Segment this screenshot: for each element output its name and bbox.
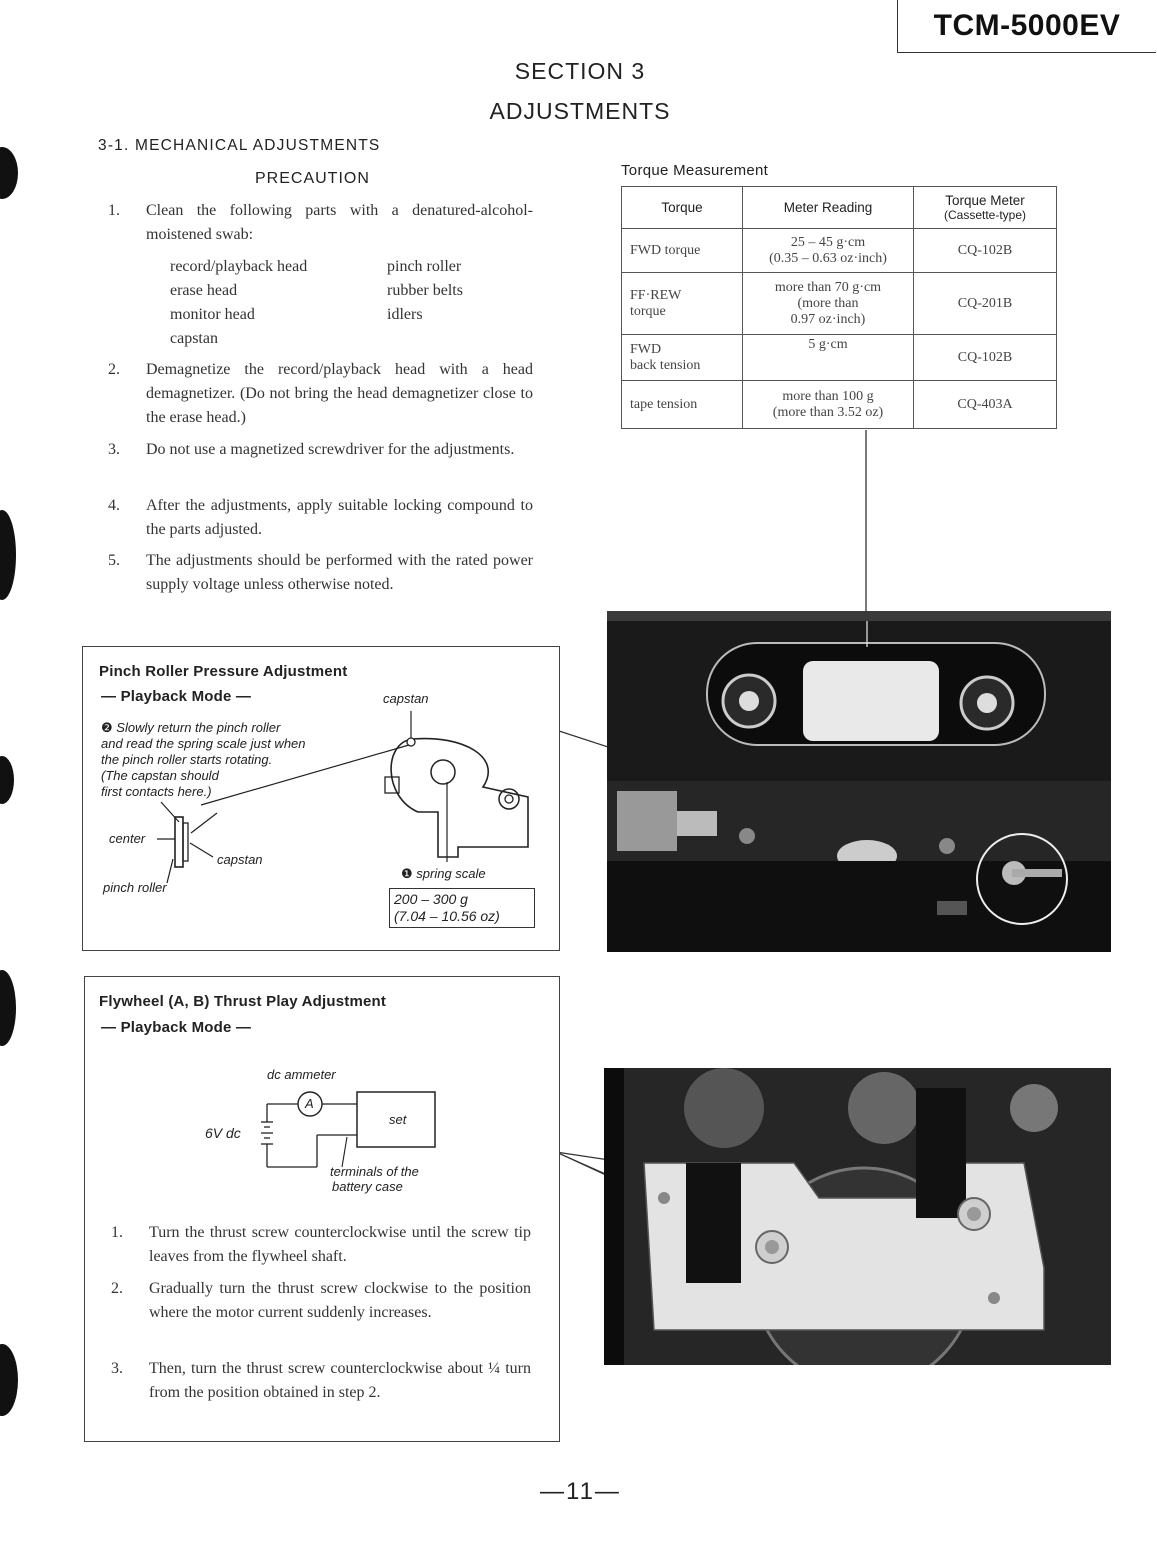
terminals-label: terminals of the battery case [330,1164,419,1194]
step-2-marker: ❷ [101,720,113,735]
pinch-roller-label: pinch roller [103,880,167,895]
voltage-label: 6V dc [205,1125,241,1141]
spring-scale-spec: 200 – 300 g (7.04 – 10.56 oz) [389,888,535,928]
step-1-marker: ❶ [401,866,413,881]
spring-scale-label: ❶ spring scale [401,866,486,881]
mechanical-adjustments-heading: 3-1. MECHANICAL ADJUSTMENTS [98,137,381,154]
page-number: —11— [540,1478,621,1505]
precaution-heading: PRECAUTION [255,170,370,187]
precaution-step-1: 1. Clean the following parts with a denatured-alcohol-moistened swab: [108,202,533,243]
flywheel-step-3: 3. Then, turn the thrust screw counterclockwise about ¼ turn from the position obtained in step 2. [111,1360,531,1401]
flywheel-mechanism-image [604,1068,1111,1365]
precaution-step-5: 5. The adjustments should be performed with the rated power supply voltage unless otherwise noted. [108,552,533,593]
pinch-roller-title: Pinch Roller Pressure Adjustment [99,663,348,680]
dc-ammeter-label: dc ammeter [267,1067,336,1082]
precaution-step-2: 2. Demagnetize the record/playback head with a head demagnetizer. (Do not bring the head demagnetizer close to the erase head.) [108,361,533,426]
parts-list-left: record/playback head erase head monitor head capstan [170,258,308,347]
torque-table-caption: Torque Measurement [621,162,769,179]
section-number: SECTION 3 [514,58,646,84]
capstan-top-label: capstan [383,691,429,706]
table-row: FF·REW torque more than 70 g·cm (more than 0.97 oz·inch) CQ-201B [622,273,1057,335]
table-row: FWD back tension 5 g·cm CQ-102B [622,335,1057,381]
flywheel-title: Flywheel (A, B) Thrust Play Adjustment [99,993,387,1010]
model-number: TCM-5000EV [897,0,1156,53]
precaution-step-3: 3. Do not use a magnetized screwdriver for the adjustments. [108,441,515,458]
pinch-roller-diagram [83,647,559,950]
pinch-roller-mode: — Playback Mode — [101,688,252,705]
table-row: tape tension more than 100 g (more than 3.52 oz) CQ-403A [622,381,1057,429]
section-title: ADJUSTMENTS [489,98,671,124]
flywheel-step-2: 2. Gradually turn the thrust screw clockwise to the position where the motor current suddenly increases. [111,1280,531,1321]
capstan-side-label: capstan [217,852,263,867]
flywheel-photo [604,1068,1111,1365]
cassette-mechanism-image [607,611,1111,952]
pinch-step-2-text: ❷ Slowly return the pinch roller and read the spring scale just when the pinch roller starts rotating. (The capstan should first contacts here.) [101,720,306,799]
ammeter-symbol: A [305,1096,314,1111]
set-label: set [389,1112,407,1127]
flywheel-step-1: 1. Turn the thrust screw counterclockwise until the screw tip leaves from the flywheel shaft. [111,1224,531,1265]
cassette-compartment-photo [607,611,1111,952]
precaution-step-4: 4. After the adjustments, apply suitable locking compound to the parts adjusted. [108,497,533,538]
pinch-roller-box [82,646,560,951]
flywheel-box [84,976,560,1442]
torque-table-header: Torque Meter Reading Torque Meter (Cassette-type) [622,187,1057,229]
table-row: FWD torque 25 – 45 g·cm (0.35 – 0.63 oz·inch) CQ-102B [622,229,1057,273]
flywheel-mode: — Playback Mode — [101,1019,252,1036]
center-label: center [109,831,146,846]
parts-list-right: pinch roller rubber belts idlers [387,258,463,323]
